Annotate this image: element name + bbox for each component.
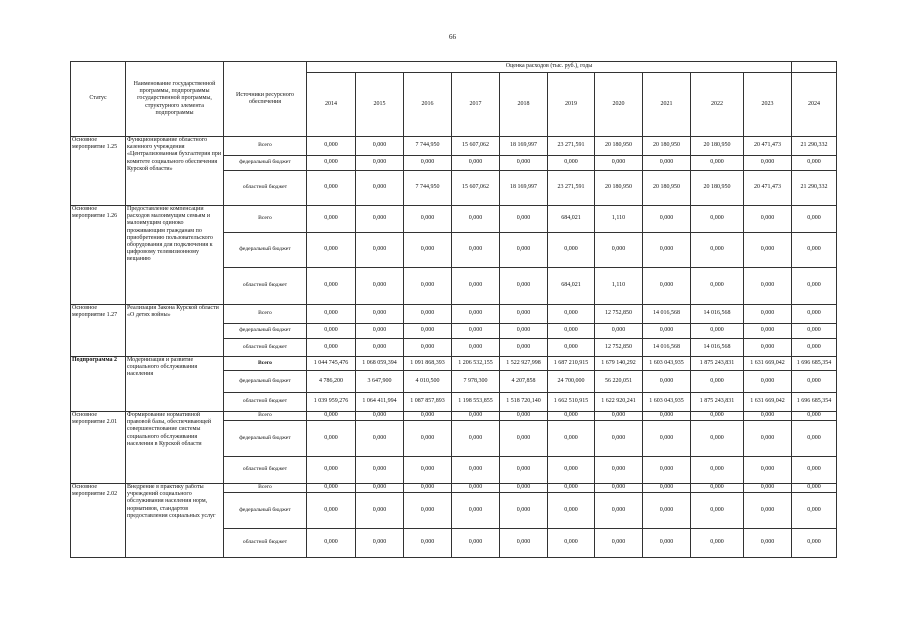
value-cell: 0,000 — [404, 484, 452, 493]
value-cell: 0,000 — [452, 421, 500, 457]
value-cell: 0,000 — [307, 484, 356, 493]
value-cell: 0,000 — [691, 206, 744, 233]
value-cell: 0,000 — [691, 233, 744, 268]
value-cell: 0,000 — [404, 156, 452, 171]
header-year-2022: 2022 — [691, 73, 744, 137]
value-cell: 7 744,950 — [404, 171, 452, 206]
value-cell: 0,000 — [404, 233, 452, 268]
value-cell: 0,000 — [643, 268, 691, 305]
value-cell: 0,000 — [307, 206, 356, 233]
value-cell: 0,000 — [356, 171, 404, 206]
value-cell: 1 206 532,155 — [452, 357, 500, 371]
value-cell: 4 786,200 — [307, 371, 356, 393]
value-cell: 1 622 920,241 — [595, 393, 643, 412]
value-cell: 0,000 — [691, 412, 744, 421]
name-cell: Внедрение в практику работы учреждений социального обслуживания населения норм, нормативов, стандартов предоставления социальных услуг — [126, 484, 224, 558]
status-cell: Подпрограмма 2 — [71, 357, 126, 412]
source-cell: федеральный бюджет — [224, 493, 307, 529]
source-cell: областной бюджет — [224, 393, 307, 412]
value-cell: 21 290,332 — [792, 171, 837, 206]
header-year-2020: 2020 — [595, 73, 643, 137]
value-cell: 0,000 — [792, 493, 837, 529]
value-cell: 0,000 — [307, 305, 356, 324]
value-cell: 0,000 — [307, 412, 356, 421]
value-cell: 1 068 059,394 — [356, 357, 404, 371]
value-cell: 0,000 — [744, 529, 792, 558]
status-cell: Основное мероприятие 2.01 — [71, 412, 126, 484]
value-cell: 0,000 — [404, 339, 452, 357]
value-cell: 0,000 — [792, 412, 837, 421]
value-cell: 0,000 — [595, 457, 643, 484]
table-row — [71, 305, 837, 324]
value-cell: 0,000 — [792, 529, 837, 558]
value-cell: 0,000 — [404, 324, 452, 339]
value-cell: 0,000 — [500, 339, 548, 357]
value-cell: 0,000 — [643, 156, 691, 171]
value-cell: 0,000 — [452, 457, 500, 484]
value-cell: 0,000 — [548, 421, 595, 457]
value-cell: 0,000 — [452, 206, 500, 233]
value-cell: 684,021 — [548, 206, 595, 233]
value-cell: 0,000 — [500, 457, 548, 484]
value-cell: 0,000 — [792, 233, 837, 268]
value-cell: 24 700,000 — [548, 371, 595, 393]
value-cell: 0,000 — [792, 484, 837, 493]
value-cell: 0,000 — [500, 206, 548, 233]
value-cell: 20 180,950 — [691, 171, 744, 206]
status-cell: Основное мероприятие 2.02 — [71, 484, 126, 558]
value-cell: 0,000 — [792, 421, 837, 457]
value-cell: 1 518 720,140 — [500, 393, 548, 412]
source-cell: Всего — [224, 305, 307, 324]
header-source: Источники ресурсного обеспечения — [224, 62, 307, 137]
value-cell: 1 696 685,354 — [792, 357, 837, 371]
table-row — [71, 206, 837, 233]
value-cell: 0,000 — [792, 156, 837, 171]
value-cell: 0,000 — [307, 156, 356, 171]
source-cell: Всего — [224, 206, 307, 233]
value-cell: 0,000 — [744, 421, 792, 457]
name-cell: Реализация Закона Курской области «О детях войны» — [126, 305, 224, 357]
value-cell: 1 091 868,393 — [404, 357, 452, 371]
value-cell: 0,000 — [500, 233, 548, 268]
value-cell: 0,000 — [307, 493, 356, 529]
source-cell: федеральный бюджет — [224, 233, 307, 268]
value-cell: 0,000 — [500, 324, 548, 339]
value-cell: 0,000 — [595, 493, 643, 529]
source-cell: областной бюджет — [224, 268, 307, 305]
value-cell: 0,000 — [691, 457, 744, 484]
value-cell: 0,000 — [500, 421, 548, 457]
value-cell: 0,000 — [356, 484, 404, 493]
value-cell: 0,000 — [548, 305, 595, 324]
value-cell: 1 039 959,276 — [307, 393, 356, 412]
value-cell: 0,000 — [744, 493, 792, 529]
value-cell: 7 744,950 — [404, 137, 452, 156]
budget-table — [70, 61, 837, 558]
header-year-2015: 2015 — [356, 73, 404, 137]
value-cell: 0,000 — [307, 457, 356, 484]
value-cell: 0,000 — [404, 305, 452, 324]
value-cell: 0,000 — [691, 324, 744, 339]
value-cell: 0,000 — [307, 324, 356, 339]
value-cell: 0,000 — [356, 206, 404, 233]
value-cell: 1 603 043,935 — [643, 393, 691, 412]
value-cell: 0,000 — [595, 484, 643, 493]
header-year-2018: 2018 — [500, 73, 548, 137]
value-cell: 4 010,500 — [404, 371, 452, 393]
value-cell: 14 016,568 — [643, 305, 691, 324]
value-cell: 684,021 — [548, 268, 595, 305]
page-number: 66 — [449, 33, 456, 41]
value-cell: 0,000 — [643, 493, 691, 529]
source-cell: федеральный бюджет — [224, 371, 307, 393]
value-cell: 0,000 — [595, 233, 643, 268]
value-cell: 0,000 — [500, 156, 548, 171]
value-cell: 0,000 — [744, 305, 792, 324]
value-cell: 0,000 — [548, 484, 595, 493]
source-cell: Всего — [224, 412, 307, 421]
value-cell: 0,000 — [744, 324, 792, 339]
value-cell: 0,000 — [404, 421, 452, 457]
value-cell: 14 016,568 — [643, 339, 691, 357]
source-cell: Всего — [224, 137, 307, 156]
value-cell: 18 169,997 — [500, 171, 548, 206]
value-cell: 0,000 — [356, 529, 404, 558]
value-cell: 0,000 — [500, 305, 548, 324]
value-cell: 0,000 — [691, 371, 744, 393]
value-cell: 3 647,900 — [356, 371, 404, 393]
value-cell: 18 169,997 — [500, 137, 548, 156]
value-cell: 1 603 043,935 — [643, 357, 691, 371]
value-cell: 1 631 669,042 — [744, 393, 792, 412]
value-cell: 0,000 — [643, 233, 691, 268]
value-cell: 20 180,950 — [595, 171, 643, 206]
value-cell: 1,110 — [595, 206, 643, 233]
value-cell: 0,000 — [548, 412, 595, 421]
header-year-2019: 2019 — [548, 73, 595, 137]
value-cell: 0,000 — [452, 529, 500, 558]
value-cell: 21 290,332 — [792, 137, 837, 156]
value-cell: 0,000 — [792, 371, 837, 393]
value-cell: 0,000 — [307, 268, 356, 305]
source-cell: федеральный бюджет — [224, 421, 307, 457]
value-cell: 1 064 411,994 — [356, 393, 404, 412]
source-cell: федеральный бюджет — [224, 156, 307, 171]
value-cell: 0,000 — [792, 268, 837, 305]
value-cell: 0,000 — [643, 457, 691, 484]
value-cell: 0,000 — [356, 233, 404, 268]
value-cell: 0,000 — [452, 305, 500, 324]
value-cell: 0,000 — [356, 268, 404, 305]
value-cell: 0,000 — [744, 268, 792, 305]
table-row — [71, 357, 837, 371]
value-cell: 20 180,950 — [595, 137, 643, 156]
value-cell: 0,000 — [595, 421, 643, 457]
value-cell: 14 016,568 — [691, 305, 744, 324]
value-cell: 0,000 — [548, 156, 595, 171]
value-cell: 0,000 — [452, 268, 500, 305]
source-cell: Всего — [224, 357, 307, 371]
status-cell: Основное мероприятие 1.25 — [71, 137, 126, 206]
value-cell: 0,000 — [595, 529, 643, 558]
value-cell: 1 087 857,893 — [404, 393, 452, 412]
value-cell: 20 180,950 — [643, 137, 691, 156]
value-cell: 0,000 — [643, 324, 691, 339]
value-cell: 0,000 — [792, 457, 837, 484]
value-cell: 1 631 669,042 — [744, 357, 792, 371]
value-cell: 12 752,850 — [595, 305, 643, 324]
value-cell: 20 471,473 — [744, 137, 792, 156]
name-cell: Модернизация и развитие социального обслуживания населения — [126, 357, 224, 412]
header-row-top — [71, 62, 837, 73]
value-cell: 4 207,858 — [500, 371, 548, 393]
value-cell: 0,000 — [643, 371, 691, 393]
header-name: Наименование государственной программы, подпрограммы государственной программы, структурного элемента подпрограммы — [126, 62, 224, 137]
value-cell: 0,000 — [643, 412, 691, 421]
status-cell: Основное мероприятие 1.26 — [71, 206, 126, 305]
value-cell: 0,000 — [356, 324, 404, 339]
value-cell: 0,000 — [452, 493, 500, 529]
value-cell: 56 220,051 — [595, 371, 643, 393]
value-cell: 0,000 — [691, 484, 744, 493]
value-cell: 0,000 — [404, 412, 452, 421]
value-cell: 0,000 — [548, 324, 595, 339]
value-cell: 14 016,568 — [691, 339, 744, 357]
value-cell: 0,000 — [404, 268, 452, 305]
value-cell: 0,000 — [744, 457, 792, 484]
value-cell: 23 271,591 — [548, 171, 595, 206]
header-year-2023: 2023 — [744, 73, 792, 137]
header-year-2017: 2017 — [452, 73, 500, 137]
table-row — [71, 137, 837, 156]
source-cell: Всего — [224, 484, 307, 493]
value-cell: 0,000 — [643, 421, 691, 457]
value-cell: 0,000 — [356, 457, 404, 484]
value-cell: 0,000 — [452, 339, 500, 357]
value-cell: 12 752,850 — [595, 339, 643, 357]
source-cell: федеральный бюджет — [224, 324, 307, 339]
table-row — [71, 412, 837, 421]
value-cell: 0,000 — [691, 268, 744, 305]
value-cell: 1 679 140,292 — [595, 357, 643, 371]
value-cell: 1,110 — [595, 268, 643, 305]
value-cell: 0,000 — [744, 371, 792, 393]
value-cell: 1 687 210,915 — [548, 357, 595, 371]
value-cell: 20 180,950 — [643, 171, 691, 206]
value-cell: 0,000 — [307, 421, 356, 457]
value-cell: 0,000 — [691, 156, 744, 171]
value-cell: 1 198 553,855 — [452, 393, 500, 412]
source-cell: областной бюджет — [224, 171, 307, 206]
value-cell: 0,000 — [356, 493, 404, 529]
value-cell: 0,000 — [500, 268, 548, 305]
value-cell: 0,000 — [356, 305, 404, 324]
value-cell: 0,000 — [500, 412, 548, 421]
value-cell: 0,000 — [307, 529, 356, 558]
value-cell: 0,000 — [744, 156, 792, 171]
value-cell: 0,000 — [643, 529, 691, 558]
value-cell: 0,000 — [500, 529, 548, 558]
value-cell: 0,000 — [744, 206, 792, 233]
value-cell: 0,000 — [452, 324, 500, 339]
value-cell: 1 875 243,831 — [691, 357, 744, 371]
name-cell: Предоставление компенсации расходов малоимущим семьям и малоимущим одиноко проживающим гражданам по приобретению пользовательского оборудования для подключения к цифровому телевизионному вещанию — [126, 206, 224, 305]
status-cell: Основное мероприятие 1.27 — [71, 305, 126, 357]
value-cell: 0,000 — [452, 412, 500, 421]
value-cell: 0,000 — [548, 529, 595, 558]
header-year-2021: 2021 — [643, 73, 691, 137]
value-cell: 1 044 745,476 — [307, 357, 356, 371]
value-cell: 0,000 — [744, 484, 792, 493]
value-cell: 15 607,062 — [452, 137, 500, 156]
header-year-2014: 2014 — [307, 73, 356, 137]
header-year-2024: 2024 — [792, 73, 837, 137]
value-cell: 0,000 — [452, 156, 500, 171]
source-cell: областной бюджет — [224, 529, 307, 558]
value-cell: 7 978,300 — [452, 371, 500, 393]
value-cell: 0,000 — [643, 206, 691, 233]
value-cell: 0,000 — [404, 457, 452, 484]
value-cell: 0,000 — [744, 412, 792, 421]
value-cell: 15 607,062 — [452, 171, 500, 206]
value-cell: 0,000 — [744, 339, 792, 357]
value-cell: 0,000 — [356, 339, 404, 357]
value-cell: 0,000 — [691, 493, 744, 529]
value-cell: 0,000 — [792, 305, 837, 324]
value-cell: 0,000 — [404, 493, 452, 529]
source-cell: областной бюджет — [224, 457, 307, 484]
value-cell: 0,000 — [500, 493, 548, 529]
name-cell: Функционирование областного казенного учреждения «Централизованная бухгалтерия при комитете социального обеспечения Курской области» — [126, 137, 224, 206]
value-cell: 0,000 — [452, 233, 500, 268]
value-cell: 0,000 — [404, 529, 452, 558]
value-cell: 0,000 — [307, 171, 356, 206]
header-blank — [792, 62, 837, 73]
value-cell: 0,000 — [792, 324, 837, 339]
value-cell: 0,000 — [691, 529, 744, 558]
value-cell: 1 875 243,831 — [691, 393, 744, 412]
source-cell: областной бюджет — [224, 339, 307, 357]
value-cell: 0,000 — [792, 339, 837, 357]
header-status: Статус — [71, 62, 126, 137]
value-cell: 1 696 685,354 — [792, 393, 837, 412]
value-cell: 0,000 — [356, 421, 404, 457]
value-cell: 0,000 — [548, 233, 595, 268]
value-cell: 0,000 — [307, 233, 356, 268]
value-cell: 0,000 — [595, 412, 643, 421]
value-cell: 0,000 — [744, 233, 792, 268]
value-cell: 0,000 — [356, 137, 404, 156]
name-cell: Формирование нормативной правовой базы, обеспечивающей совершенствование системы социального обслуживания населения в Курской области — [126, 412, 224, 484]
value-cell: 0,000 — [307, 339, 356, 357]
value-cell: 0,000 — [691, 421, 744, 457]
value-cell: 0,000 — [792, 206, 837, 233]
header-year-2016: 2016 — [404, 73, 452, 137]
value-cell: 0,000 — [404, 206, 452, 233]
value-cell: 1 662 510,915 — [548, 393, 595, 412]
value-cell: 0,000 — [307, 137, 356, 156]
value-cell: 20 180,950 — [691, 137, 744, 156]
value-cell: 1 522 927,998 — [500, 357, 548, 371]
table-row — [71, 484, 837, 493]
value-cell: 20 471,473 — [744, 171, 792, 206]
value-cell: 0,000 — [356, 156, 404, 171]
value-cell: 0,000 — [548, 457, 595, 484]
value-cell: 23 271,591 — [548, 137, 595, 156]
value-cell: 0,000 — [356, 412, 404, 421]
value-cell: 0,000 — [595, 156, 643, 171]
value-cell: 0,000 — [500, 484, 548, 493]
value-cell: 0,000 — [595, 324, 643, 339]
value-cell: 0,000 — [548, 339, 595, 357]
value-cell: 0,000 — [452, 484, 500, 493]
value-cell: 0,000 — [548, 493, 595, 529]
header-estimate: Оценка расходов (тыс. руб.), годы — [307, 62, 792, 73]
value-cell: 0,000 — [643, 484, 691, 493]
